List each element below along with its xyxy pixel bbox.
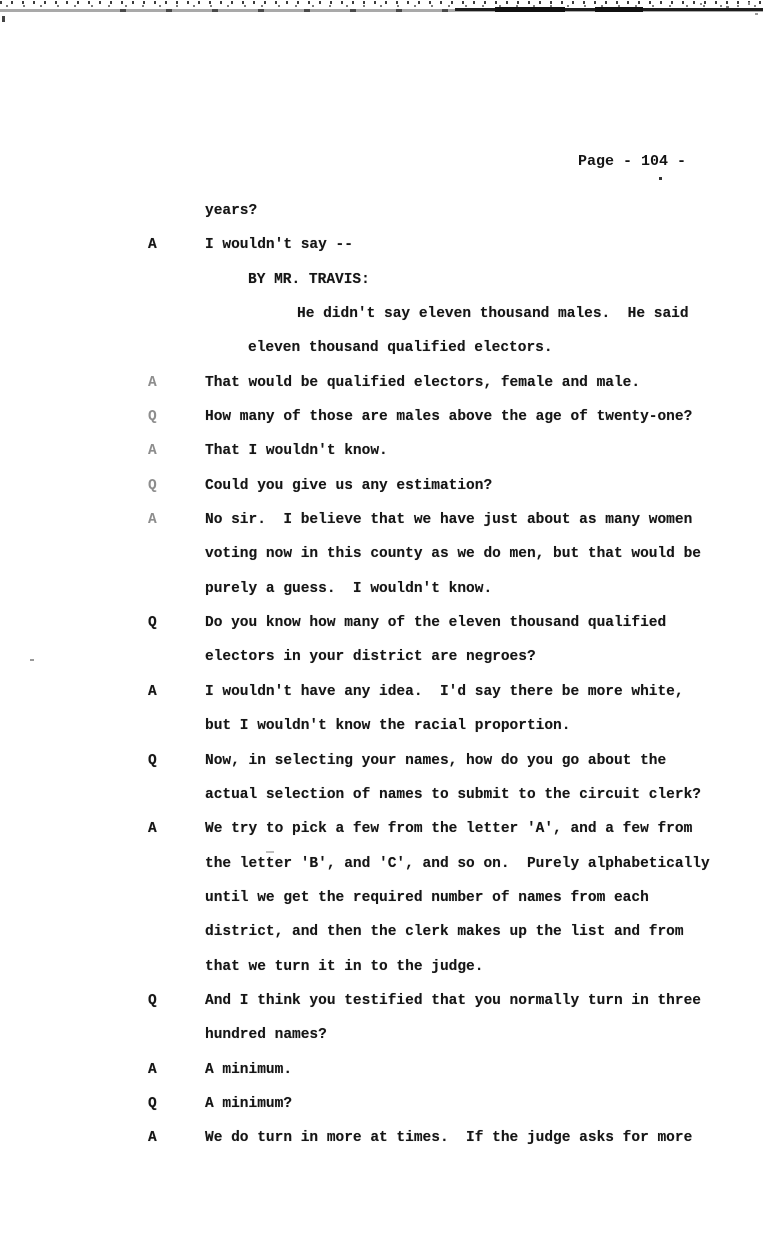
transcript-line <box>0 409 763 443</box>
page-number: Page - 104 - <box>578 153 687 170</box>
transcript-line <box>0 546 763 580</box>
transcript-line <box>0 478 763 512</box>
transcript-line <box>0 684 763 718</box>
transcript-line <box>0 718 763 752</box>
scan-speck <box>2 16 5 22</box>
transcript-line <box>0 993 763 1027</box>
transcript-line <box>0 340 763 374</box>
transcript-text: eleven thousand qualified electors. <box>248 340 553 357</box>
speaker-label: Q <box>148 992 157 1009</box>
transcript-line <box>0 203 763 237</box>
transcript-line <box>0 272 763 306</box>
transcript-line <box>0 306 763 340</box>
transcript-line <box>0 649 763 683</box>
transcript-text: How many of those are males above the age of twenty-one? <box>205 409 693 426</box>
transcript-line <box>0 787 763 821</box>
transcript-line <box>0 1062 763 1096</box>
scan-speck <box>726 6 729 8</box>
transcript-text: district, and then the clerk makes up the list and from <box>205 924 684 941</box>
transcript-text: I wouldn't have any idea. I'd say there be more white, <box>205 683 684 700</box>
scan-speck <box>700 3 702 5</box>
transcript-text: electors in your district are negroes? <box>205 649 536 666</box>
scan-edge-dots-row2 <box>0 5 763 7</box>
transcript-line <box>0 1096 763 1130</box>
transcript-line <box>0 1027 763 1061</box>
speaker-label: Q <box>148 1095 157 1112</box>
transcript-text: until we get the required number of names from each <box>205 889 649 906</box>
transcript-text: That would be qualified electors, female and male. <box>205 374 641 391</box>
speaker-label: Q <box>148 409 157 426</box>
transcript-line <box>0 959 763 993</box>
transcript-line <box>0 581 763 615</box>
speaker-label: A <box>148 237 157 254</box>
transcript-line <box>0 375 763 409</box>
transcript-text: years? <box>205 203 258 219</box>
transcript-text: No sir. I believe that we have just about as many women <box>205 512 693 529</box>
transcript-line <box>0 924 763 958</box>
speaker-label: Q <box>148 752 157 769</box>
transcript-text: hundred names? <box>205 1027 327 1044</box>
transcript-text: That I wouldn't know. <box>205 443 388 460</box>
scan-speck <box>748 2 750 5</box>
scan-speck <box>659 177 662 180</box>
transcript-line <box>0 237 763 271</box>
speaker-label: Q <box>148 477 157 494</box>
transcript-text: Now, in selecting your names, how do you go about the <box>205 752 667 769</box>
scan-edge-dark-blob <box>595 7 643 12</box>
scan-speck <box>755 13 758 15</box>
speaker-label: Q <box>148 615 157 632</box>
transcript-text: actual selection of names to submit to the circuit clerk? <box>205 786 701 803</box>
transcript-text: And I think you testified that you normally turn in three <box>205 992 701 1009</box>
transcript-line <box>0 1130 763 1164</box>
speaker-label: A <box>148 821 157 838</box>
scan-edge-dark-blob <box>495 7 565 12</box>
transcript-text: I wouldn't say -- <box>205 237 353 254</box>
transcript-text: purely a guess. I wouldn't know. <box>205 580 493 597</box>
transcript-text: He didn't say eleven thousand males. He said <box>297 306 689 323</box>
scan-edge-dashes <box>120 9 460 12</box>
speaker-label: A <box>148 683 157 700</box>
speaker-label: A <box>148 374 157 391</box>
transcript-line <box>0 615 763 649</box>
transcript-text: but I wouldn't know the racial proportion. <box>205 718 571 735</box>
speaker-label: A <box>148 1061 157 1078</box>
transcript-text: voting now in this county as we do men, but that would be <box>205 546 701 563</box>
scan-edge-dots <box>0 1 763 4</box>
transcript-line <box>0 512 763 546</box>
transcript-line <box>0 856 763 890</box>
speaker-label: A <box>148 1130 157 1147</box>
transcript-line <box>0 821 763 855</box>
transcript-text: A minimum. <box>205 1061 293 1078</box>
transcript-text: A minimum? <box>205 1095 293 1112</box>
transcript-body <box>0 203 763 1165</box>
transcript-line <box>0 753 763 787</box>
transcript-text: that we turn it in to the judge. <box>205 958 484 975</box>
transcript-text: the letter 'B', and 'C', and so on. Purely alphabetically <box>205 855 710 872</box>
transcript-text: We try to pick a few from the letter 'A', and a few from <box>205 821 693 838</box>
speaker-label: A <box>148 443 157 460</box>
transcript-text: Do you know how many of the eleven thousand qualified <box>205 615 667 632</box>
transcript-text: We do turn in more at times. If the judge asks for more <box>205 1130 693 1147</box>
transcript-text: Could you give us any estimation? <box>205 477 493 494</box>
transcript-text: BY MR. TRAVIS: <box>248 271 370 288</box>
transcript-line <box>0 443 763 477</box>
transcript-line <box>0 890 763 924</box>
speaker-label: A <box>148 512 157 529</box>
